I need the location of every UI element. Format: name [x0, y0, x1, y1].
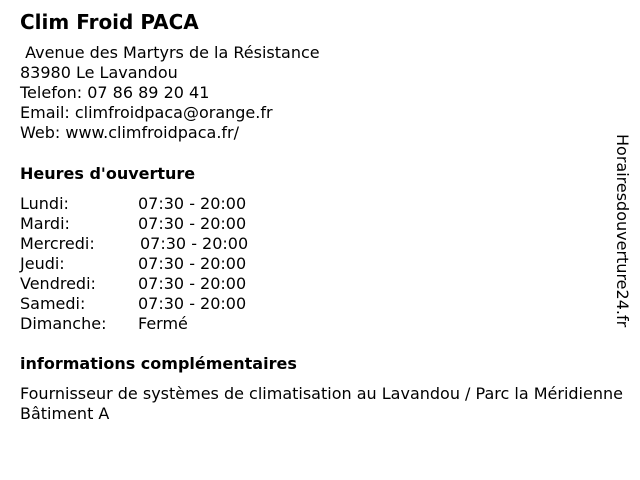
time-value: 07:30 - 20:00 — [138, 274, 247, 293]
hours-row-monday — [20, 194, 280, 214]
hours-row-sunday — [20, 314, 280, 334]
website-text: Web: www.climfroidpaca.fr/ — [20, 123, 240, 142]
hours-table — [20, 194, 280, 334]
info-description: Fournisseur de systèmes de climatisation au Lavandou / Parc la Méridienne Bâtiment A — [20, 384, 623, 423]
side-watermark-label: Horairesdouverture24.fr — [613, 134, 632, 328]
hours-heading: Heures d'ouverture — [20, 164, 196, 183]
time-value: 07:30 - 20:00 — [138, 194, 247, 213]
hours-row-saturday — [20, 294, 280, 314]
time-value: 07:30 - 20:00 — [138, 254, 247, 273]
day-label: Jeudi: — [20, 254, 65, 273]
time-value: 07:30 - 20:00 — [140, 234, 249, 253]
time-value: Fermé — [138, 314, 188, 333]
hours-row-friday — [20, 274, 280, 294]
hours-row-wednesday — [20, 234, 280, 254]
day-label: Samedi: — [20, 294, 86, 313]
email-text: Email: climfroidpaca@orange.fr — [20, 103, 273, 122]
day-label: Vendredi: — [20, 274, 96, 293]
day-label: Lundi: — [20, 194, 69, 213]
hours-row-tuesday — [20, 214, 280, 234]
hours-row-thursday — [20, 254, 280, 274]
time-value: 07:30 - 20:00 — [138, 214, 247, 233]
day-label: Mardi: — [20, 214, 70, 233]
day-label: Mercredi: — [20, 234, 95, 253]
info-heading: informations complémentaires — [20, 354, 297, 373]
time-value: 07:30 - 20:00 — [138, 294, 247, 313]
day-label: Dimanche: — [20, 314, 107, 333]
address-street: Avenue des Martyrs de la Résistance — [20, 43, 320, 62]
contact-block — [20, 43, 320, 143]
phone-text: Telefon: 07 86 89 20 41 — [20, 83, 210, 102]
business-name: Clim Froid PACA — [20, 10, 199, 34]
address-city: 83980 Le Lavandou — [20, 63, 178, 82]
